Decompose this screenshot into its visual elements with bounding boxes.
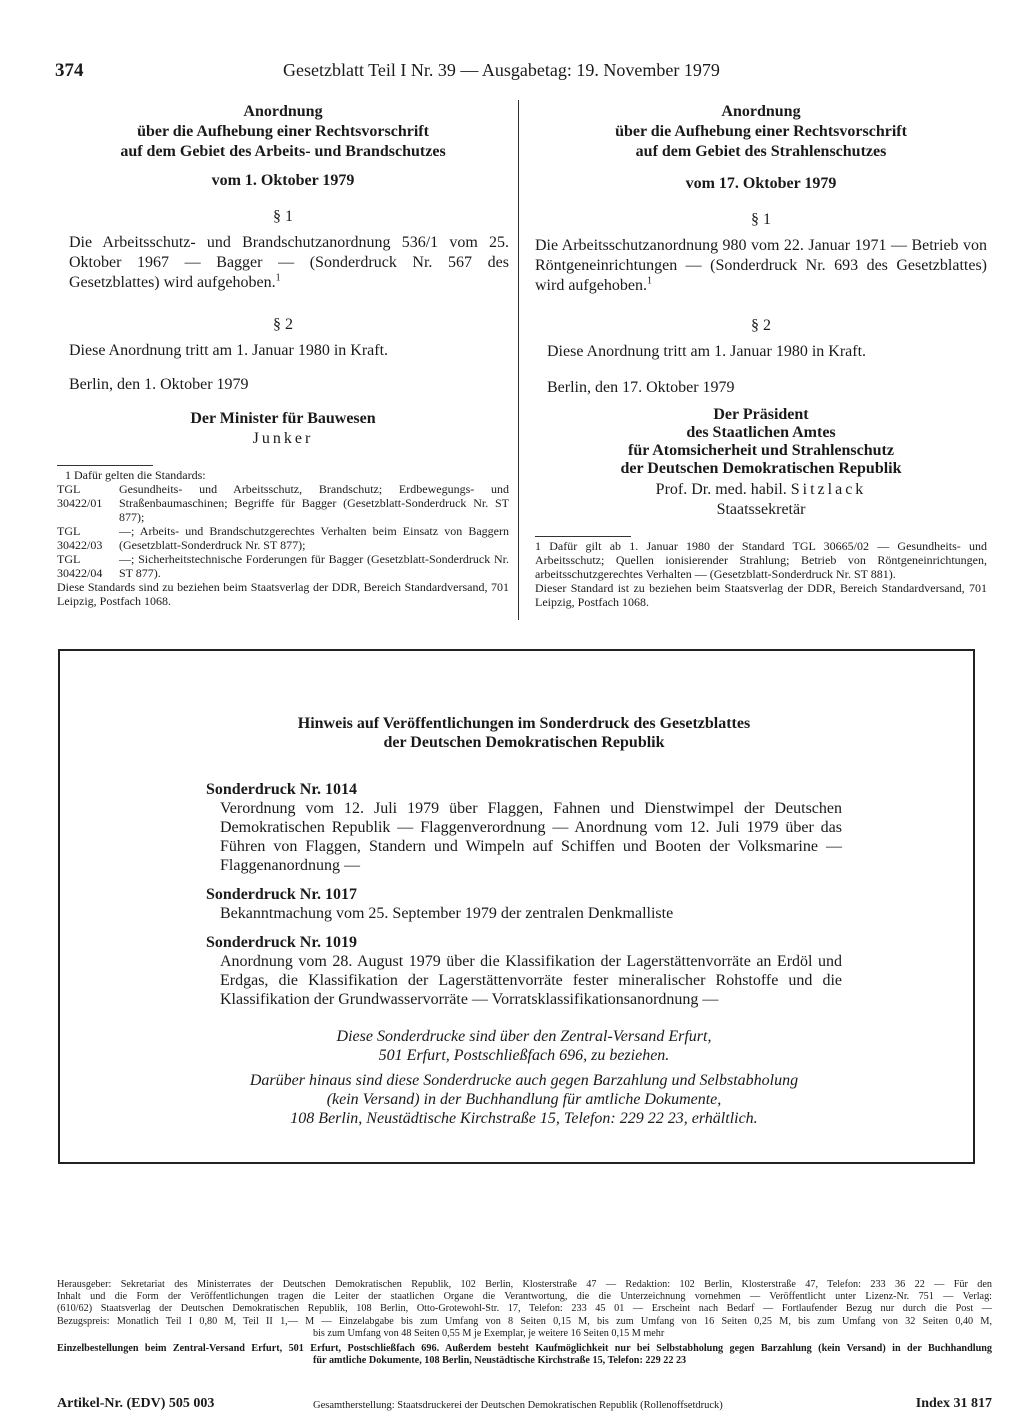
left-footnote-tail: Diese Standards sind zu beziehen beim Staatsverlag der DDR, Bereich Standardversand, 701 Leipzig, Postfach 1068. [57, 580, 509, 608]
right-title-line: auf dem Gebiet des Strahlenschutzes [635, 143, 887, 160]
left-signer-title: Der Minister für Bauwesen [190, 410, 376, 427]
left-paragraph-2-sign: § 2 [273, 316, 293, 333]
left-ordinance-title [57, 102, 509, 162]
right-signer-line: des Staatlichen Amtes [686, 424, 836, 441]
standard-text: —; Sicherheitstechnische Forderungen für Bagger (Gesetzblatt-Sonderdruck Nr. ST 877). [119, 552, 509, 580]
left-signer-name: Junker [252, 430, 314, 447]
standard-code: TGL 30422/01 [57, 482, 103, 510]
notice-item-head: Sonderdruck Nr. 1019 [206, 934, 357, 951]
imprint-line: Bezugspreis: Monatlich Teil I 0,80 M, Teil II 1,— M — Einzelabgabe bis zum Umfang von 8 Seiten 0,15 M, bis zum Umfang von 16 Seiten 0,25 M, bis zum Umfang von 32 Seiten 0,40 M, [57, 1315, 992, 1327]
notice-item-body: Anordnung vom 28. August 1979 über die Klassifikation der Lagerstättenvorräte an Erdöl und Erdgas, die Klassifikation der Lagerstättenvorräte fester mineralischer Rohstoffe und die Klassifikation der Grundwasservorräte — Vorratsklassifikationsanordnung — [220, 953, 842, 1008]
left-footnote-intro: 1 Dafür gelten die Standards: [65, 468, 206, 482]
left-paragraph-1-sign: § 1 [273, 208, 293, 225]
left-footnote [57, 468, 509, 608]
imprint-order-line: Einzelbestellungen beim Zentral-Versand Erfurt, 501 Erfurt, Postschließfach 696. Außerdem besteht Kaufmöglichkeit nur bei Selbstabholung gegen Barzahlung (kein Versand) in der Buchhandlung [57, 1343, 992, 1355]
right-signer-line: für Atomsicherheit und Strahlenschutz [628, 442, 894, 459]
right-ordinance [535, 102, 987, 609]
right-paragraph-1-body: Die Arbeitsschutzanordnung 980 vom 22. Januar 1971 — Betrieb von Röntgeneinrichtungen — (Sonderdruck Nr. 693 des Gesetzblattes) wird aufgehoben. [535, 237, 987, 294]
notice-pickup-line: 108 Berlin, Neustädtische Kirchstraße 15, Telefon: 229 22 23, erhältlich. [290, 1110, 758, 1127]
left-title-line: über die Aufhebung einer Rechtsvorschrift [137, 123, 429, 140]
left-paragraph-1-body: Die Arbeitsschutz- und Brandschutzanordnung 536/1 vom 25. Oktober 1967 — Bagger — (Sonderdruck Nr. 567 des Gesetzblattes) wird aufgehoben. [69, 234, 509, 291]
right-signer-name: Sitzlack [790, 481, 867, 498]
left-footnote-row [57, 552, 509, 580]
notice-item [206, 885, 842, 923]
left-footnote-row [57, 482, 509, 524]
imprint [57, 1279, 992, 1367]
right-ordinance-title [535, 102, 987, 162]
notice-item-head: Sonderdruck Nr. 1014 [206, 781, 357, 798]
left-place-date: Berlin, den 1. Oktober 1979 [69, 376, 249, 393]
left-ordinance-date: vom 1. Oktober 1979 [211, 172, 355, 189]
right-paragraph-2-sign: § 2 [751, 317, 771, 334]
notice-title-line: Hinweis auf Veröffentlichungen im Sonderdruck des Gesetzblattes [297, 715, 751, 732]
right-signer-prefix: Prof. Dr. med. habil. [655, 481, 787, 498]
index-number: Index 31 817 [915, 1396, 992, 1411]
left-footnote-row [57, 524, 509, 552]
notice-title-line: der Deutschen Demokratischen Republik [383, 734, 665, 751]
left-footnote-marker: 1 [275, 272, 281, 284]
standard-text: —; Arbeits- und Brandschutzgerechtes Verhalten beim Einsatz von Baggern (Gesetzblatt-Sonderdruck Nr. ST 877); [119, 524, 509, 552]
notice-item-head: Sonderdruck Nr. 1017 [206, 886, 357, 903]
standard-code: TGL 30422/03 [57, 524, 103, 552]
imprint-line: Herausgeber: Sekretariat des Ministerrates der Deutschen Demokratischen Republik, 102 Berlin, Klosterstraße 47 — Redaktion: 102 Berlin, Klosterstraße 47, Telefon: 233 36 22 — Für den [57, 1279, 992, 1290]
notice-order-line: 501 Erfurt, Postschließfach 696, zu beziehen. [378, 1047, 670, 1064]
right-paragraph-1-text [535, 236, 987, 296]
standard-text: Gesundheits- und Arbeitsschutz, Brandschutz; Erdbewegungs- und Straßenbaumaschinen; Begriffe für Bagger (Gesetzblatt-Sonderdruck Nr. ST 877); [119, 482, 509, 524]
notice-item-body: Verordnung vom 12. Juli 1979 über Flaggen, Fahnen und Dienstwimpel der Deutschen Demokratischen Republik — Flaggenverordnung — Anordnung vom 12. Juli 1979 über das Führen von Flaggen, Standern und Wimpeln auf Schiffen und Booten der Volksmarine — Flaggenanordnung — [220, 800, 842, 874]
notice-order-line: Diese Sonderdrucke sind über den Zentral-Versand Erfurt, [336, 1028, 712, 1045]
article-number: Artikel-Nr. (EDV) 505 003 [57, 1396, 215, 1411]
notice-pickup-line: (kein Versand) in der Buchhandlung für amtliche Dokumente, [326, 1091, 722, 1108]
notice-item [206, 780, 842, 875]
right-title-line: Anordnung [721, 103, 801, 120]
left-ordinance [57, 102, 509, 608]
left-title-line: auf dem Gebiet des Arbeits- und Brandschutzes [120, 143, 446, 160]
left-footnote-rule [57, 465, 153, 466]
right-signer-authority [535, 406, 987, 478]
printer-credit: Gesamtherstellung: Staatsdruckerei der Deutschen Demokratischen Republik (Rollenoffsetdruck) [313, 1400, 723, 1411]
right-footnote-rule [535, 536, 631, 537]
sonderdruck-notice-box [58, 649, 975, 1164]
notice-pickup-info [206, 1071, 842, 1128]
imprint-line: Inhalt und die Form der Veröffentlichungen tragen die Leiter der staatlichen Organe die Verantwortung, die die Unterzeichnung vornehmen — Veröffentlicht unter Lizenz-Nr. 751 — Verlag: [57, 1291, 992, 1303]
left-title-line: Anordnung [243, 103, 323, 120]
right-place-date: Berlin, den 17. Oktober 1979 [547, 379, 735, 396]
notice-content [206, 714, 842, 1128]
right-signer-line: Der Präsident [713, 406, 809, 423]
right-footnote [535, 539, 987, 609]
right-footnote-text: 1 Dafür gilt ab 1. Januar 1980 der Standard TGL 30665/02 — Gesundheits- und Arbeitsschutz; Quellen ionisierender Strahlung; Betrieb von Röntgeneinrichtungen, arbeitsschutzgerechtes Verhalten — (Gesetzblatt-Sonderdruck Nr. ST 881). [535, 539, 987, 581]
left-paragraph-2-text: Diese Anordnung tritt am 1. Januar 1980 in Kraft. [69, 342, 389, 359]
right-footnote-tail: Dieser Standard ist zu beziehen beim Staatsverlag der DDR, Bereich Standardversand, 701 Leipzig, Postfach 1068. [535, 581, 987, 609]
notice-item-body: Bekanntmachung vom 25. September 1979 der zentralen Denkmalliste [220, 905, 674, 922]
left-paragraph-1-text [57, 233, 509, 293]
imprint-order-line: für amtliche Dokumente, 108 Berlin, Neustädtische Kirchstraße 15, Telefon: 229 22 23 [313, 1355, 687, 1367]
notice-title [206, 714, 842, 752]
page-number: 374 [55, 60, 84, 81]
right-signer-name-line [535, 480, 987, 500]
notice-item [206, 933, 842, 1009]
right-signer-line: der Deutschen Demokratischen Republik [620, 460, 902, 477]
right-title-line: über die Aufhebung einer Rechtsvorschrift [615, 123, 907, 140]
imprint-line: (610/62) Staatsverlag der Deutschen Demokratischen Republik, 108 Berlin, Otto-Grotewohl-Str. 17, Telefon: 233 45 01 — Erscheint nach Bedarf — Fortlaufender Bezug nur durch die Post — [57, 1303, 992, 1315]
standard-code: TGL 30422/04 [57, 552, 103, 580]
right-paragraph-2-text: Diese Anordnung tritt am 1. Januar 1980 in Kraft. [547, 343, 867, 360]
right-signer-role: Staatssekretär [716, 501, 806, 518]
right-footnote-marker: 1 [646, 275, 652, 287]
gazette-header-title: Gesetzblatt Teil I Nr. 39 — Ausgabetag: 19. November 1979 [283, 60, 720, 80]
right-ordinance-date: vom 17. Oktober 1979 [685, 175, 837, 192]
right-paragraph-1-sign: § 1 [751, 211, 771, 228]
column-divider [518, 100, 519, 620]
notice-pickup-line: Darüber hinaus sind diese Sonderdrucke auch gegen Barzahlung und Selbstabholung [249, 1072, 799, 1089]
imprint-line: bis zum Umfang von 48 Seiten 0,55 M je Exemplar, je weitere 16 Seiten 0,15 M mehr [313, 1327, 665, 1339]
notice-order-info [206, 1027, 842, 1065]
